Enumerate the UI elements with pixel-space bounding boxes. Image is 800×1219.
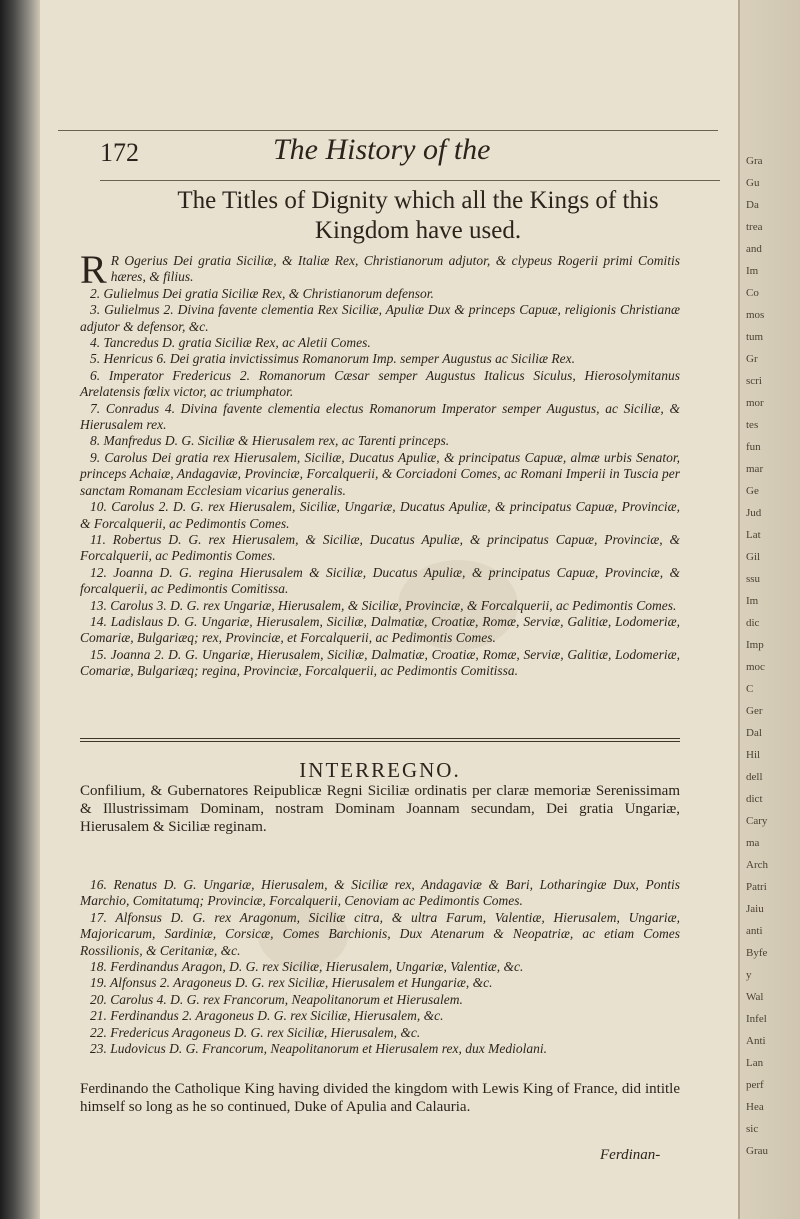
list-item: 3. Gulielmus 2. Divina favente clementia Rex Siciliæ, Apuliæ Dux & princeps Capuæ, religionis Christianæ adjutor & defensor, &c. — [80, 302, 680, 334]
facing-page-fragment: anti — [746, 925, 763, 937]
facing-page-fragment: Wal — [746, 991, 764, 1003]
title-line: The Titles of Dignity which all the Kings of this — [177, 187, 659, 214]
facing-page-fragment: Gu — [746, 177, 760, 189]
facing-page-fragment: dell — [746, 771, 763, 783]
facing-page-fragment: Byfe — [746, 947, 768, 959]
facing-page-fragment: mor — [746, 397, 764, 409]
list-item: 4. Tancredus D. gratia Siciliæ Rex, ac Aletii Comes. — [90, 335, 371, 351]
section-divider — [80, 738, 680, 742]
head-rule — [100, 180, 720, 181]
facing-page-fragment: dic — [746, 617, 760, 629]
list-item: 16. Renatus D. G. Ungariæ, Hierusalem, & Siciliæ rex, Andagaviæ & Bari, Lotharingiæ Dux, Pontis Marchio, Comitatumq; Provinciæ, Forcalquerii, Cenoviam ac Pedimontis Comes. — [80, 877, 680, 909]
facing-page-fragment: Gil — [746, 551, 761, 563]
facing-page-fragment: Im — [746, 595, 759, 607]
facing-page-fragment: Dal — [746, 727, 762, 739]
facing-page-fragments — [740, 0, 800, 1162]
facing-page-fragment: tum — [746, 331, 764, 343]
facing-page-fragment: Gr — [746, 353, 758, 365]
facing-page-fragment: Ger — [746, 705, 763, 717]
facing-page-fragment: perf — [746, 1079, 764, 1091]
section-paragraph: Confilium, & Gubernatores Reipublicæ Regni Siciliæ ordinatis per claræ memoriæ Serenissimam & Illustrissimam Dominam, nostram Dominam Joannam secundam, Dei gratia Ungariæ, Hierusalem & Siciliæ reginam. — [80, 783, 680, 835]
catchword: Ferdinan- — [600, 1147, 661, 1163]
list-item: 20. Carolus 4. D. G. rex Francorum, Neapolitanorum et Hierusalem. — [90, 991, 463, 1007]
facing-page-fragment: dict — [746, 793, 763, 805]
facing-page-fragment: Ge — [746, 485, 759, 497]
page-title — [118, 186, 718, 246]
list-item: 5. Henricus 6. Dei gratia invictissimus Romanorum Imp. semper Augustus ac Siciliæ Rex. — [90, 351, 575, 367]
section-heading: INTERREGNO. — [299, 758, 461, 782]
list-item: 12. Joanna D. G. regina Hierusalem & Siciliæ, Ducatus Apuliæ, & principatus Capuæ, Provinciæ, & forcalquerii, ac Pedimontis Comitissa. — [80, 564, 680, 597]
page-number: 172 — [100, 138, 139, 167]
facing-page-fragment: Im — [746, 265, 759, 277]
list-item: 19. Alfonsus 2. Aragoneus D. G. rex Siciliæ, Hierusalem et Hungariæ, &c. — [90, 975, 493, 991]
facing-page-fragment: ssu — [746, 573, 761, 585]
facing-page-fragment: Hil — [746, 749, 761, 761]
facing-page-fragment: Arch — [746, 859, 768, 871]
facing-page-edge — [738, 0, 800, 1219]
list-item: 15. Joanna 2. D. G. Ungariæ, Hierusalem, Siciliæ, Dalmatiæ, Croatiæ, Romæ, Serviæ, Galitiæ, Lodomeriæ, Comariæ, Bulgariæq; regina, Provinciæ, Forcalquerii, ac Pedimontis Comitissa. — [80, 646, 680, 679]
facing-page-fragment: Jaiu — [746, 903, 764, 915]
facing-page-fragment: C — [746, 683, 754, 695]
list-item: 22. Fredericus Aragoneus D. G. rex Siciliæ, Hierusalem, &c. — [90, 1024, 421, 1040]
kings-list — [80, 247, 680, 680]
facing-page-fragment: Gra — [746, 155, 763, 167]
facing-page-fragment: trea — [746, 221, 763, 233]
list-item: 14. Ladislaus D. G. Ungariæ, Hierusalem, Siciliæ, Dalmatiæ, Croatiæ, Romæ, Serviæ, Galitiæ, Lodomeriæ, Comariæ, Bulgariæq; rex, Provinciæ, et Forcalquerii, ac Pedimontis Comes. — [80, 613, 680, 646]
list-item: 17. Alfonsus D. G. rex Aragonum, Siciliæ citra, & ultra Farum, Valentiæ, Hierusalem, Ungariæ, Majoricarum, Sardiniæ, Corsicæ, Comes Barchionis, Dux Atenarum & Neopatriæ, ac etiam Comes Rossilionis, & Ceritaniæ, &c. — [80, 909, 680, 958]
facing-page-fragment: Lat — [746, 529, 761, 541]
facing-page-fragment: Infel — [746, 1013, 767, 1025]
facing-page-fragment: mos — [746, 309, 765, 321]
kings-list-continued — [80, 877, 680, 1057]
list-item: 10. Carolus 2. D. G. rex Hierusalem, Siciliæ, Ungariæ, Ducatus Apuliæ, & principatus Capuæ, Provinciæ, & Forcalquerii, ac Pedimontis Comes. — [80, 499, 680, 531]
list-item: 21. Ferdinandus 2. Aragoneus D. G. rex Siciliæ, Hierusalem, &c. — [90, 1008, 444, 1024]
facing-page-fragment: Da — [746, 199, 759, 211]
list-item: 7. Conradus 4. Divina favente clementia electus Romanorum Imperator semper Augustus, ac Siciliæ, & Hierusalem rex. — [80, 400, 680, 433]
list-item — [80, 247, 680, 292]
facing-page-fragment: Cary — [746, 815, 768, 827]
facing-page-fragment: Co — [746, 287, 759, 299]
facing-page-fragment: moc — [746, 661, 765, 673]
facing-page-fragment: y — [746, 969, 752, 981]
list-item-text: R Ogerius Dei gratia Siciliæ, & Italiæ Rex, Christianorum adjutor, & clypeus Rogerii primi Comitis hæres, & filius. — [110, 253, 680, 285]
running-head: The History of the — [273, 133, 491, 166]
facing-page-fragment: and — [746, 243, 762, 255]
facing-page-fragment: Imp — [746, 639, 764, 651]
facing-page-fragment: Jud — [746, 507, 762, 519]
list-item: 23. Ludovicus D. G. Francorum, Neapolitanorum et Hierusalem rex, dux Mediolani. — [90, 1041, 547, 1057]
facing-page-fragment: scri — [746, 375, 762, 387]
top-rule — [58, 130, 718, 131]
closing-paragraph: Ferdinando the Catholique King having divided the kingdom with Lewis King of France, did intitle himself so long as he so continued, Duke of Apulia and Calauria. — [80, 1081, 680, 1115]
drop-cap: R — [80, 247, 107, 292]
facing-page-fragment: fun — [746, 441, 761, 453]
list-item: 2. Gulielmus Dei gratia Siciliæ Rex, & Christianorum defensor. — [90, 285, 434, 301]
facing-page-fragment: Hea — [746, 1101, 764, 1113]
list-item: 13. Carolus 3. D. G. rex Ungariæ, Hierusalem, & Siciliæ, Provinciæ, & Forcalquerii, ac Pedimontis Comes. — [90, 597, 677, 613]
facing-page-fragment: Anti — [746, 1035, 766, 1047]
list-item: 6. Imperator Fredericus 2. Romanorum Cæsar semper Augustus Italicus Siculus, Hierosolymitanus Arelatensis fœlix victor, ac triumphator. — [80, 367, 680, 400]
facing-page-fragment: tes — [746, 419, 759, 431]
title-line: Kingdom have used. — [314, 217, 522, 244]
facing-page-fragment: Grau — [746, 1145, 768, 1157]
list-item: 11. Robertus D. G. rex Hierusalem, & Siciliæ, Ducatus Apuliæ, & principatus Capuæ, Provinciæ, & Forcalquerii, ac Pedimontis Comes. — [80, 531, 680, 564]
facing-page-fragment: Patri — [746, 881, 767, 893]
list-item: 9. Carolus Dei gratia rex Hierusalem, Siciliæ, Ducatus Apuliæ, & principatus Capuæ, almæ urbis Senator, princeps Achaiæ, Andagaviæ, Provinciæ, Forcalquerii, & Corciadoni Comes, ac Romani Imperii in Tuscia per sanctam Romanam Ecclesiam vicarius generalis. — [80, 449, 680, 498]
list-item: 8. Manfredus D. G. Siciliæ & Hierusalem rex, ac Tarenti princeps. — [90, 433, 450, 449]
facing-page-fragment: ma — [746, 837, 760, 849]
book-gutter-shadow — [0, 0, 40, 1219]
list-item: 18. Ferdinandus Aragon, D. G. rex Siciliæ, Hierusalem, Ungariæ, Valentiæ, &c. — [90, 959, 524, 975]
facing-page-fragment: sic — [746, 1123, 759, 1135]
facing-page-fragment: mar — [746, 463, 764, 475]
facing-page-fragment: Lan — [746, 1057, 764, 1069]
